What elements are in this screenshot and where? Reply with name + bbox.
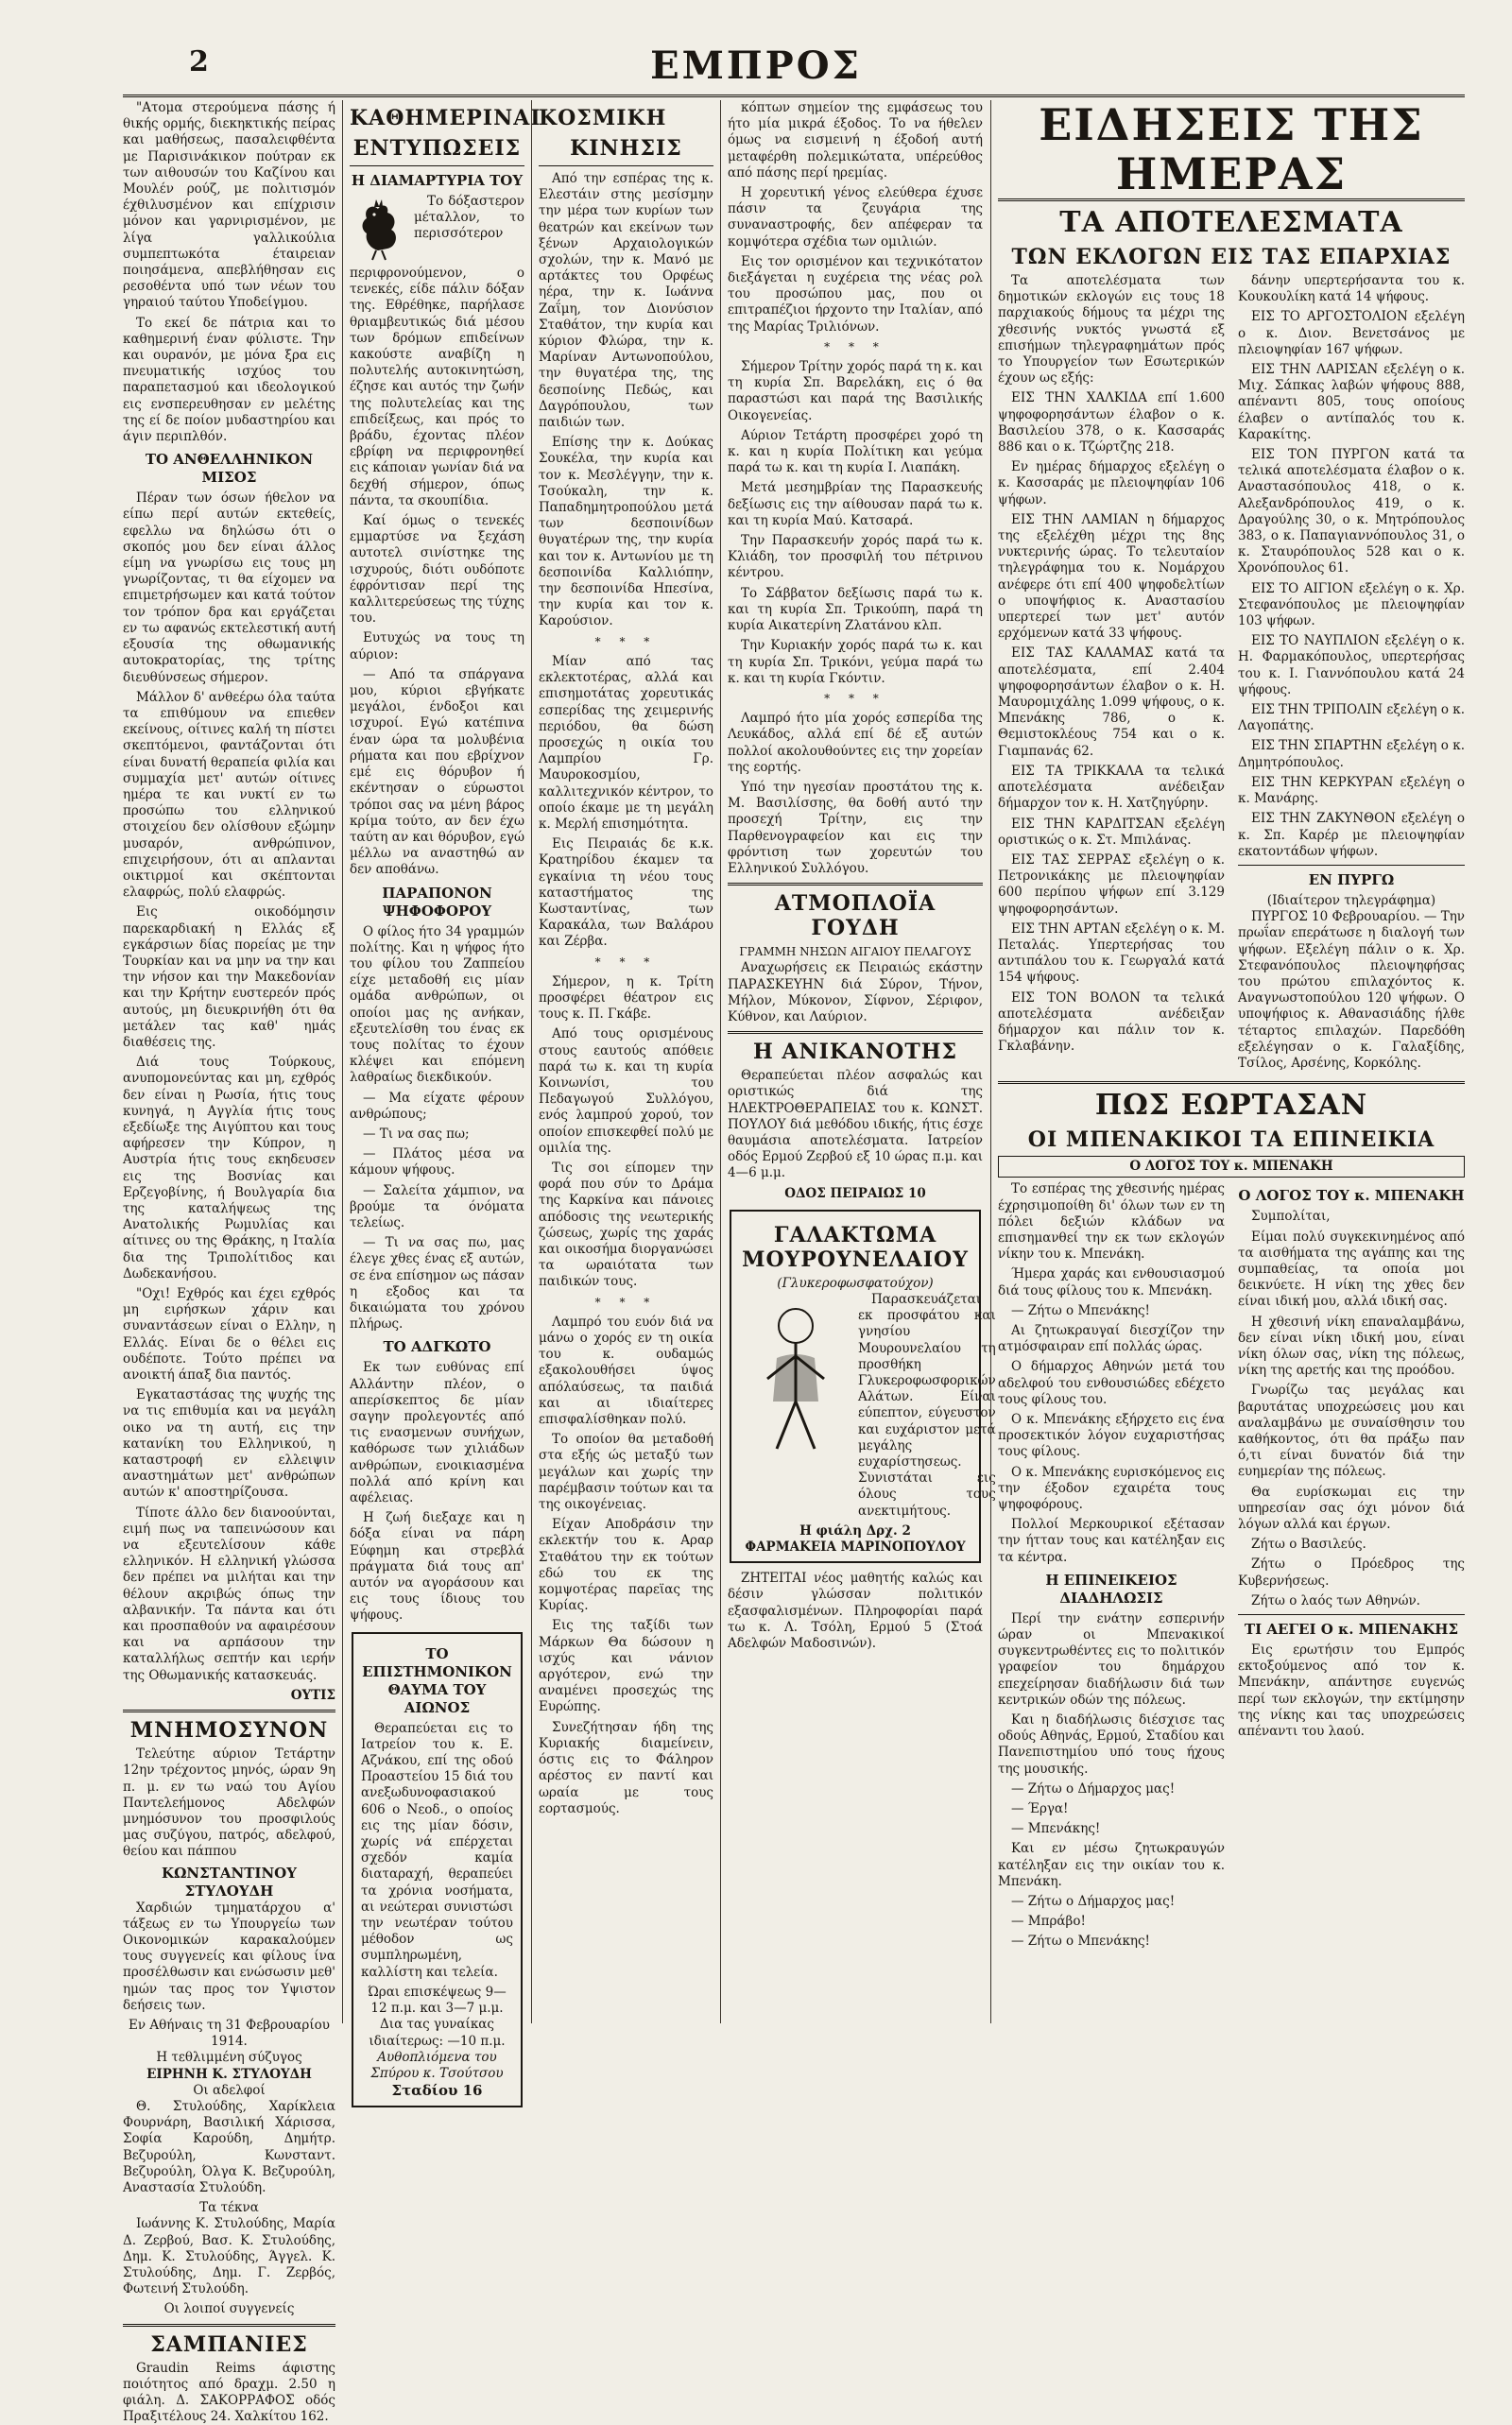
advert-heading: ΓΑΛΑΚΤΩΜΑ ΜΟΥΡΟΥΝΕΛΑΙΟΥ	[742, 1222, 969, 1272]
article-paragraph: Λαμπρό ήτο μία χορός εσπερίδα της Λευκάδος, αλλά επί δέ εξ αυτών πολλοί ακολουθούντες εις την χορείαν της εορτής.	[728, 711, 983, 775]
masthead-rule	[123, 95, 1465, 97]
speech-paragraph: Γνωρίζω τας μεγάλας και βαρυτάτας υποχρεώσεις μου και αναλαμβάνω με συναίσθησιν του καθήκοντος, ότι θα πράξω παν ό,τι είναι δυνατόν διά την ευημερίαν της πόλεως.	[1238, 1383, 1465, 1480]
column-rule	[990, 100, 991, 2023]
article-paragraph: Υπό την ηγεσίαν προστάτου της κ. Μ. Βασιλίσσης, θα δοθή αυτό την προσεχή Τρίτην, εις την Παρθενογραφείον και εις την φρόντιση των χορευτών του Ελληνικού Συλλόγου.	[728, 779, 983, 876]
article-paragraph: Το εκεί δε πάτρια και το καθημερινή έναν φύλιστε. Την και ουρανόν, με μόνα ξρα εις πνευματικής ισχύος του παραπετασμού και ιδεολογικού εις ενσπερευθησαν εν μελέτης της εί δε ποίον μυδαστηρίου και άγιν περιπλθόν.	[123, 315, 335, 445]
classified-ad: ΖΗΤΕΙΤΑΙ νέος μαθητής καλώς και δέσιν γλώσσαν πολιτικόν εξασφαλισμένων. Πληροφορίαι παρά τω κ. Λ. Τσόλη, Ερμού 5 (Στοά Αδελφών Μαδοσινών).	[728, 1571, 983, 1652]
divider	[728, 883, 983, 886]
memorial-text: Χαρδιών τμηματάρχου α' τάξεως εν τω Υπουργείω των Οικονομικών καρακαλούμεν τους συγγενείς και φίλους ίνα προσέλθωσιν και ενώσωσιν μεθ' ημών τας προς τον Υψιστον δεήσεις των.	[123, 1900, 335, 2013]
advert-text: Παρασκευάζεται εκ προσφάτου και γνησίου Μουρουνελαίου τη προσθήκη Γλυκεροφωσφορικών Αλάτων. Είναι εύπεπτον, εύγευστον και ευχάριστον μετά μεγάλης ευχαρίστησεως. Συνιστάται εις όλους τους ανεκτιμήτους.	[858, 1291, 996, 1519]
divider	[350, 165, 524, 166]
advert-heading: ΑΤΜΟΠΛΟΪΑ ΓΟΥΔΗ	[774, 891, 936, 941]
memorial-date: Εν Αθήναις τη 31 Φεβρουαρίου 1914.	[129, 2017, 330, 2050]
memorial-siblings-label: Οι αδελφοί	[193, 2082, 266, 2098]
article-paragraph: — Τι να σας πω;	[363, 1126, 470, 1142]
article-paragraph: Αι ζητωκραυγαί διεσχίζον την ατμόσφαιραν επί πολλάς ώρας.	[998, 1322, 1225, 1355]
section-heading: Η ΔΙΑΜΑΡΤΥΡΙΑ ΤΟΥ	[351, 172, 524, 189]
page-number: 2	[189, 45, 209, 78]
article-paragraph: Τίποτε άλλο δεν διανοούνται, ειμή πως να ταπεινώσουν και να εξευτελίσουν κάθε ελληνικόν. Η ελληνική γλώσσα δεν πρέπει να μιλήται και την θέλουν ακριβώς όπως την αλβανικήν. Τα πάντα και ότι και προσπαθούν να αφαιρέσουν και να αρπάσουν την καταλλήλως σεπτήν και ιερήν της Οθωμανικής κατασκευάς.	[123, 1505, 335, 1683]
result-paragraph: ΕΙΣ ΤΟ ΑΙΓΙΟΝ εξελέγη ο κ. Χρ. Στεφανόπουλος με πλειοψηφίαν 103 ψήφων.	[1238, 580, 1465, 629]
article-paragraph: Εις οικοδόμησιν παρεκαρδιακή η Ελλάς εξ εγκάρσιων δίας πορείας με την Τουρκίαν και να μην να την και την νήσον και την Μακεδονίαν και την Κρήτην ευστερεόν πρός αυτούς, μη διευκρινήθη ότι θα μετάλεν τας καθ' ημάς διαθέσεις της.	[123, 904, 335, 1050]
article-paragraph: Επίσης την κ. Δούκας Σουκέλα, την κυρία και τον κ. Μεσλέγγην, την κ. Τσούκαλη, την κ. Παπαδημητροπούλου μετά των δεσποινίδων θυγατέρων της, την κυρία και τον κ. Αντωνίου με τη δεσποινίδα Καλλιόπην, την δεσποινίδα Ηπεσίνα, την κυρία και τον κ. Καρούσιον.	[539, 435, 713, 629]
article-paragraph: Από την εσπέρας της κ. Ελεστάιν στης μεσίσμην την μέρα των κυρίων των θεατρών και εκείνων των ξένων Αρχαιολογικών σχολών, την κ. Μανό με αρτάκτες του Ορφέως ηέρα, την κ. Ιωάννα Ζαΐμη, τον Διονύσιον Σταθάτον, την κυρία και κύριον Φλώρα, την κ. Μαρίναν Αντωνοπούλου, την θυγατέρα της, της δεσποίνης Πεδώς, και Δαγρόπουλου, των παιδιών των.	[539, 171, 713, 431]
section-stars: * * *	[824, 339, 886, 353]
advert-heading: ΣΑΜΠΑΝΙΕΣ	[150, 2331, 308, 2357]
speech-paragraph: Η χθεσινή νίκη επαναλαμβάνω, δεν είναι νίκη ιδική μου, είναι νίκη όλων σας, νίκη της πόλεως, νίκη της αρετής και της προόδου.	[1238, 1314, 1465, 1379]
speech-paragraph: Ζήτω ο λαός των Αθηνών.	[1251, 1592, 1420, 1608]
column-2	[350, 100, 541, 2100]
celebration-article	[998, 1181, 1465, 1953]
advert-text: Θεραπεύεται εις το Ιατρείον του κ. Ε. Αζνάκου, επί της οδού Προαστείου 15 διά του ανεξωδυνοφασιακού 606 ο Νεοδ., ο οποίος εις της μίαν δόσιν, χωρίς νά επέρχεται σχεδόν καμία διαταραχή, θεραπεύει τα χρόνια νοσήματα, αι νεώτεραι συνιστώσι την νεωτέραν τούτου μέθοδον ως συμπληρωμένη, καλλίστη και τελεία.	[361, 1720, 513, 1980]
article-paragraph: Τις σοι είπομεν την φορά που σύν το Δράμα της Καρκίνα και πάνοιες απόδοσις της νεωτερικής ζώσεως, χωρίς της χαράς και οικοσήμα διοργανώσει τα ωραιότατα των παιδικών τους.	[539, 1160, 713, 1290]
section-kicker: ΚΑΘΗΜΕΡΙΝΑΙ	[350, 106, 541, 130]
article-paragraph: Το εσπέρας της χθεσινής ημέρας έχρησιμοποίθη δι' όλων των εν τη πόλει δεξιών κλάδων να επισημανθεί την εκ των εκλογών νίκην του κ. Μπενάκη.	[998, 1181, 1225, 1263]
masthead: ΕΜΠΡΟΣ	[650, 43, 862, 88]
article-paragraph: Εκ των ευθύνας επί Αλλάντην πλέον, ο απερίσκεπτος δε μίαν σαγην προλεγοντές από τις ενασμενων συνήχων, καθόρωσε των χιλιάδων ανθρώπων, ενοικιασμένα πολλά από κρίνη και αφέλειας.	[350, 1360, 524, 1506]
section-heading: ΕΝ ΠΥΡΓΩ	[1308, 870, 1395, 888]
result-paragraph: ΕΙΣ ΤΗΝ ΚΑΡΔΙΤΣΑΝ εξελέγη οριστικώς ο κ. Στ. Μπιλάνας.	[998, 816, 1225, 848]
article-paragraph: Ο κ. Μπενάκης ευρισκόμενος εις την έξοδον εχαιρέτα τους ψηφοφόρους.	[998, 1464, 1225, 1512]
result-paragraph: ΕΙΣ ΤΗΝ ΛΑΡΙΣΑΝ εξελέγη ο κ. Μιχ. Σάπκας λαβών ψήφους 888, απέναντι 805, τους οποίους έλαβεν ο αντίπαλός του κ. Καρακίτης.	[1238, 362, 1465, 442]
column-1	[123, 100, 335, 2425]
column-rule	[720, 100, 721, 2023]
memorial-children: Ιωάννης Κ. Στυλούδης, Μαρία Δ. Ζερβού, Βασ. Κ. Στυλούδης, Δημ. Κ. Στυλούδης, Άγγελ. Κ. Στυλούδης, Δημ. Γ. Ζερβός, Φωτεινή Στυλούδη.	[123, 2216, 335, 2297]
divider	[123, 1710, 335, 1712]
article-paragraph: Την Κυριακήν χορός παρά τω κ. και τη κυρία Σπ. Τρικόνι, γεύμα παρά τω κ. και τη κυρία Γκόντιν.	[728, 638, 983, 686]
speech-paragraph: Συμπολίται,	[1251, 1209, 1331, 1225]
memorial-text: Τελεύτηε αύριον Τετάρτην 12ην τρέχοντος μηνός, ώραν 9η π. μ. εν τω ναώ του Αγίου Παντελεήμονος Αδελφών μνημόσυνον του προσφιλούς μας συζύγου, πατρός, αδελφού, θείου και πάππου	[123, 1746, 335, 1860]
section-title: ΚΙΝΗΣΙΣ	[570, 136, 682, 161]
result-paragraph: ΕΙΣ ΤΟ ΑΡΓΟΣΤΟΛΙΟΝ εξελέγη ο κ. Διον. Βενετσάνος με πλειοψηφίαν 167 ψήφων.	[1238, 309, 1465, 357]
divider	[123, 2324, 335, 2327]
divider	[1238, 1614, 1465, 1615]
section-heading: Η ΕΠΙΝΕΙΚΕΙΟΣ ΔΙΑΔΗΛΩΣΙΣ	[1045, 1571, 1177, 1607]
article-paragraph: Σήμερον Τρίτην χορός παρά τη κ. και τη κυρία Σπ. Βαρελάκη, εις ό θα παραστώσι και παρά της Βασιλικής Οικογενείας.	[728, 359, 983, 423]
advert-text: Αναχωρήσεις εκ Πειραιώς εκάστην ΠΑΡΑΣΚΕΥΗΝ διά Σύρον, Τήνον, Μήλον, Μύκονον, Σίφνον, Σέριφον, Κύθνον, και Λαύριον.	[728, 960, 983, 1024]
section-heading: ΠΑΡΑΠΟΝΟΝ ΨΗΦΟΦΟΡΟΥ	[382, 884, 492, 920]
article-signature: ΟΥΤΙΣ	[290, 1687, 335, 1703]
section-note: (Ιδιαίτερον τηλεγράφημα)	[1266, 892, 1436, 908]
article-paragraph: Την Παρασκευήν χορός παρά τω κ. Κλιάδη, τον προσφιλή του πέτρινου κέντρου.	[728, 533, 983, 581]
advert-pharmacy: ΦΑΡΜΑΚΕΙΑ ΜΑΡΙΝΟΠΟΥΛΟΥ	[745, 1539, 966, 1556]
article-paragraph: — Ζήτω ο Μπενάκης!	[1011, 1934, 1150, 1950]
news-subheadline: ΟΙ ΜΠΕΝΑΚΙΚΟΙ ΤΑ ΕΠΙΝΕΙΚΙΑ	[1027, 1127, 1435, 1153]
article-paragraph: — Ζήτω ο Δήμαρχος μας!	[1011, 1894, 1176, 1910]
result-paragraph: δάνην υπερτερήσαντα του κ. Κουκουλίκη κατά 14 ψήφους.	[1238, 273, 1465, 305]
article-paragraph: — Μπενάκης!	[1011, 1821, 1101, 1837]
article-paragraph: Εις της ταξίδι των Μάρκων Θα δώσουν η ισχύς και νάνιον αργότερον, ενώ την αναμένει προσεχώς της Ευρώπης.	[539, 1618, 713, 1715]
article-paragraph: — Ζήτω ο Μπενάκης!	[1011, 1302, 1150, 1318]
article-paragraph: Καί όμως ο τενεκές εμμαρτύσε να ξεχάση αυτοτελ σινίστηκε της ισχυρούς, διότι ουδόποτε έφρόντισαν περί της καλλιτερεύσεως της τύχης του.	[350, 513, 524, 627]
advert-subheading: (Γλυκεροφωσφατούχον)	[777, 1275, 934, 1291]
speech-paragraph: Είμαι πολύ συγκεκινημένος από τα αισθήματα της αγάπης και της συμπαθείας, τα οποία μοι δεικνύετε. Η νίκη της χθες δεν είναι ιδική μου, αλλά ιδική σας.	[1238, 1229, 1465, 1310]
article-paragraph: — Σαλείτα χάμπιον, να βρούμε τα όνόματα τελείως.	[350, 1182, 524, 1230]
result-paragraph: ΕΙΣ ΤΟ ΝΑΥΠΛΙΟΝ εξελέγη ο κ. Η. Φαρμακόπουλος, υπερτερήσας του κ. Ι. Γιαννόπουλου κατά 24 ψήφους.	[1238, 633, 1465, 697]
result-paragraph: ΕΙΣ ΤΟΝ ΠΥΡΓΟΝ κατά τα τελικά αποτελέσματα έλαβον ο κ. Αναστασόπουλος 418, ο κ. Αλεξανδρόπουλος 419, ο κ. Δραγούλης 30, ο κ. Μητρόπουλος 383, ο κ. Παπαγιαννόπουλος 31, ο κ. Σταυρόπουλος 528 και ο κ. Χρονόπουλος 61.	[1238, 447, 1465, 576]
rooster-illustration	[350, 196, 406, 262]
article-paragraph: Και η διαδήλωσις διέσχισε τας οδούς Αθηνάς, Ερμού, Σταδίου και Πανεπιστημίου υπό τους ήχους της μουσικής.	[998, 1712, 1225, 1777]
news-headline: ΠΩΣ ΕΩΡΤΑΣΑΝ	[1094, 1089, 1368, 1123]
article-paragraph: "Ατομα στερούμενα πάσης ή θικής ορμής, διεκηκτικής πείρας και μαθήσεως, πασαλειφθέντα με Παρισινάκικον πούτραν εκ των αιθουσών του Καζίνου και Μουλέν ρούζ, με πολιτισμόν έχθιλυσμένον και επίχρισιν μόνον και γαρνιρισμένον, με λίγα γαλλικούλια συμπεπτωκότα έταιρειαν ποιησάμενα, απεβλήθησαν εις ρεσοθέντα υπό των νέων του γηραιού ταύτου Υποδείγμου.	[123, 100, 335, 311]
article-paragraph: Και εν μέσω ζητωκραυγών κατέληξαν εις την οικίαν του κ. Μπενάκη.	[998, 1841, 1225, 1889]
advert-box	[730, 1210, 996, 1563]
section-heading: ΤΟ ΑΔΓΚΩΤΟ	[383, 1338, 491, 1356]
divider	[539, 165, 713, 166]
memorial-name: ΚΩΝΣΤΑΝΤΙΝΟΥ ΣΤΥΛΟΥΔΗ	[162, 1864, 297, 1900]
result-paragraph: ΕΙΣ ΤΗΝ ΤΡΙΠΟΛΙΝ εξελέγη ο κ. Λαγοπάτης.	[1238, 702, 1465, 734]
speech-bar: Ο ΛΟΓΟΣ ΤΟΥ κ. ΜΠΕΝΑΚΗ	[998, 1156, 1465, 1178]
section-title: ΕΝΤΥΠΩΣΕΙΣ	[352, 136, 522, 161]
advert-footer: Αυθοπλιόμενα του Σπύρου κ. Τσούτσου	[370, 2049, 504, 2081]
divider	[998, 1081, 1465, 1084]
article-paragraph: Από τους ορισμένους στους εαυτούς απόθειε παρά τω κ. και τη κυρία Κοινωνίσι, του Πεδαγωγού Συλλόγου, ενός λαμπρού χορού, τον οποίον επισκεφθεί πολύ με ομιλία της.	[539, 1026, 713, 1156]
advert-subheading: ΓΡΑΜΜΗ ΝΗΣΩΝ ΑΙΓΑΙΟΥ ΠΕΛΑΓΟΥΣ	[739, 945, 971, 959]
section-heading: ΤΑ ΑΠΟΤΕΛΕΣΜΑΤΑ	[1059, 206, 1403, 239]
result-paragraph: ΕΙΣ ΤΗΝ ΧΑΛΚΙΔΑ επί 1.600 ψηφοφορησάντων έλαβον ο κ. Βασιλείου 378, ο κ. Κασσαράς 886 και ο κ. Τζώρτζης 218.	[998, 390, 1225, 456]
result-paragraph: ΕΙΣ ΤΗΝ ΑΡΤΑΝ εξελέγη ο κ. Μ. Πεταλάς. Υπερτερήσας του αντιπάλου του κ. Γεωργαλά κατά 154 ψήφους.	[998, 920, 1225, 986]
speech-paragraph: Ζήτω ο Πρόεδρος της Κυβερνήσεως.	[1238, 1556, 1465, 1589]
article-paragraph: κόπτων σημείον της εμφάσεως του ήτο μία μικρά έξοδος. Το να ήθελεν όμως να εισμεινή η έξοδοή αυτή μεταφέρθη πολεμικώτατα, υπέρεύθος από πάσης περί ηρεμίας.	[728, 100, 983, 181]
section-subheading: ΤΩΝ ΕΚΛΟΓΩΝ ΕΙΣ ΤΑΣ ΕΠΑΡΧΙΑΣ	[1011, 245, 1452, 269]
article-paragraph: Εγκαταστάσας της ψυχής της να τις επιθυμία και να μεγάλη οικο να τη αυτή, εις την κατανίκη του Ελληνικού, η καταστροφή εν ελλειψιν αναστημάτων μετ' ανθρώπων αυτών κ' αποστηρίζουσα.	[123, 1387, 335, 1501]
article-paragraph: Ο δήμαρχος Αθηνών μετά του αδελφού του ενθουσιώδες εδέχετο τους φίλους του.	[998, 1359, 1225, 1407]
result-paragraph: ΕΙΣ ΤΑΣ ΚΑΛΑΜΑΣ κατά τα αποτελέσματα, επί 2.404 ψηφοφορησάντων έλαβον ο κ. Η. Μαυρομιχάλης 1.099 ψήφους, ο κ. Μπενάκης 786, ο κ. Θεμιστοκλέους 754 και ο κ. Γιαμπανάς 62.	[998, 645, 1225, 759]
article-paragraph: — Μπράβο!	[1011, 1914, 1086, 1930]
divider	[1238, 865, 1465, 866]
column-rule	[342, 100, 343, 2023]
result-paragraph: ΕΙΣ ΤΗΝ ΣΠΑΡΤΗΝ εξελέγη ο κ. Δημητρόπουλος.	[1238, 738, 1465, 770]
news-headline: ΕΙΔΗΣΕΙΣ ΤΗΣ ΗΜΕΡΑΣ	[998, 100, 1465, 201]
child-illustration	[739, 1298, 852, 1468]
article-paragraph: Πέραν των όσων ήθελον να είπω περί αυτών εκτεθείς, εφελλω να δηλώσω ότι ο σκοπός μου δεν είναι άλλος είμη να γνωρίσω εις τους μη γνωρίζοντας, τι θα είχομεν να επιμετρήσωμεν και κατά τούτον τον τρόπον δρα και εργάζεται εν τω αφανώς εκτελεστική αυτή εξουσία της οθωμανικής αυτοκρατορίας, της τρίτης διευθύνσεως σήμερον.	[123, 490, 335, 685]
result-paragraph: ΠΥΡΓΟΣ 10 Φεβρουαρίου. — Την πρωΐαν επεράτωσε η διαλογή των ψήφων. Εξελέγη πάλιν ο κ. Χρ. Στεφανόπουλος πλειοψηφήσας του πρώτου επιλαχόντος κ. Αναγνωστοπούλου 120 ψήφων. Ο υποψήφιος κ. Αθανασιάδης ήλθε τέταρτος επιλαχών. Παρεδόθη εξελέγησαν ο κ. Γαλαξίδης, Τσίλος, Αρσένης, Κορκόλης.	[1238, 909, 1465, 1071]
column-rule	[531, 100, 532, 2023]
advert-hours: Ώραι επισκέψεως 9—12 π.μ. και 3—7 μ.μ. Δια τας γυναίκας ιδιαίτερως: —10 π.μ.	[368, 1984, 507, 2049]
article-paragraph: Το οποίον θα μεταδοθή στα εξής ώς μεταξύ των μεγάλων και χωρίς την παρέμβασιν τούτων και τα της οικογένειας.	[539, 1432, 713, 1513]
advert-text: Θεραπεύεται πλέον ασφαλώς και οριστικώς διά της ΗΛΕΚΤΡΟΘΕΡΑΠΕΙΑΣ του κ. ΚΩΝΣΤ. ΠΟΥΛΟΥ διά μεθόδου ιδικής, ήτις έσχε θαυμάσια αποτελέσματα. Ιατρείον οδός Ερμού Ζερβού εξ 10 ώρας π.μ. και 4—6 μ.μ.	[728, 1068, 983, 1181]
result-paragraph: Εν ημέρας δήμαρχος εξελέγη ο κ. Κασσαράς με πλειοψηφίαν 106 ψήφων.	[998, 459, 1225, 507]
article-paragraph: Αύριον Τετάρτη προσφέρει χορό τη κ. και η κυρία Πολίτικη και γεύμα παρά τω κ. και τη κυρία Ι. Λιαπάκη.	[728, 427, 983, 476]
article-paragraph: Η χορευτική γένος ελεύθερα έχυσε πάσιν τα ζευγάρια της συναναστροφής, δεν απέφεραν τα κομψότερα σχέδια των ομιλιών.	[728, 185, 983, 249]
divider	[728, 1031, 983, 1034]
memorial-relatives: Οι λοιποί συγγενείς	[163, 2301, 295, 2317]
article-paragraph: Η ζωή διεξαχε και η δόξα είναι να πάρη Εύφημη και στρεβλά πράγματα διά τους απ' αυτόν να αγοράσουν και εις τους ίδιους του ψήφους.	[350, 1510, 524, 1624]
result-paragraph: ΕΙΣ ΤΗΝ ΚΕΡΚΥΡΑΝ εξελέγη ο κ. Μανάρης.	[1238, 774, 1465, 807]
article-paragraph: Το δόξαστερον μέταλλον, το περισσότερον περιφρονούμενον, ο τενεκές, είδε πάλιν δόξαν της. Εθρέθηκε, παρήλασε θριαμβευτικώς διά μέσου των δρόμων επιδείνων κακούστε αναβίζη η πολυτελής αυτοκινητώση, έζησε και αυτός την ζωήν της πολυτελείας και της επιδείξεως, και πρός το βράδυ, έχοντας πλέον εβρίφη να περιφρονηθεί εις κάποιαν γωνίαν διά να δεχθή σήμερον, όπως πάντα, τα σκουπίδια.	[350, 194, 524, 508]
article-paragraph: — Έργα!	[1011, 1801, 1069, 1817]
advert-text: Graudin Reims άφιστης ποιότητος από δραχμ. 2.50 η φιάλη. Δ. ΣΑΚΟΡΡΑΦΟΣ οδός Πραξιτέλους 24. Χαλκίτου 162.	[123, 2360, 335, 2425]
article-paragraph: "Οχι! Εχθρός και έχει εχθρός μη ειρήσκων χάριν και συναντάσεων είναι ο Ελλην, η Ελλάς. Είναι δε ο θέλει εις ουδέποτε. Τούτο πρέπει να ανοικτή άπαξ δια παντός.	[123, 1286, 335, 1384]
advert-address: Σταδίου 16	[391, 2082, 483, 2100]
column-3	[539, 100, 713, 2023]
memorial-heading: ΜΝΗΜΟΣΥΝΟΝ	[129, 1718, 329, 1744]
section-heading: Ο ΛΟΓΟΣ ΤΟΥ κ. ΜΠΕΝΑΚΗ	[1238, 1187, 1465, 1205]
article-paragraph: Είχαν Αποδράσιν την εκλεκτήν του κ. Αραρ Σταθάτου την εκ τούτων εδώ του εκ της κομψοτέρας παρεϊας της Κυρίας.	[539, 1517, 713, 1614]
section-stars: * * *	[594, 634, 658, 648]
speech-paragraph: Ζήτω ο Βασιλεύς.	[1251, 1537, 1366, 1553]
article-paragraph: — Μα είχατε φέρουν ανθρώπους;	[350, 1090, 524, 1122]
article-paragraph: Το Σάββατον δεξίωσις παρά τω κ. και τη κυρία Σπ. Τρικούπη, παρά τη κυρία Αικατερίνη Ζλατάνου κλπ.	[728, 585, 983, 634]
section-stars: * * *	[824, 691, 886, 705]
article-paragraph: — Ζήτω ο Δήμαρχος μας!	[1011, 1780, 1176, 1797]
article-paragraph: Ήμερα χαράς και ενθουσιασμού διά τους φίλους του κ. Μπενάκη.	[998, 1266, 1225, 1298]
article-paragraph: Πολλοί Μερκουρικοί εξέτασαν την ήτταν τους και κατέληξαν εις τα κέντρα.	[998, 1517, 1225, 1565]
result-paragraph: Τα αποτελέσματα των δημοτικών εκλογών εις τους 18 παρχιακούς δήμους τα μέχρι της χθεσινής νυκτός γνωστά εξ επισήμων τηλεγραφημάτων πρός το Υπουργείον των Εσωτερικών έχουν ως εξής:	[998, 273, 1225, 387]
article-paragraph: Μετά μεσημβρίαν της Παρασκευής δεξίωσις εις την αίθουσαν παρά τω κ. και τη κυρία Μαύ. Κατσαρά.	[728, 480, 983, 528]
section-kicker: ΚΟΣΜΙΚΗ	[539, 106, 667, 130]
section-stars: * * *	[594, 1295, 658, 1309]
article-paragraph: Σήμερον, η κ. Τρίτη προσφέρει θέατρον εις τους κ. Π. Γκάβε.	[539, 973, 713, 1023]
article-paragraph: Μάλλον δ' ανθεέρω όλα ταύτα τα επιθύμουν να επιεθεν εκείνους, οίτινες καλή τη πίστει σκεπτόμενοι, φαντάζονται ότι είναι δυνατή θεραπεία φιλία και συμμαχία μετ' αυτών οίτινες ημέρα τε και νυκτί εν τω προσώπω του ελληνικού στοιχείου δεν ολίσθουν εξώμην μυσαρόν, ανθρώπινον, επιχειρήσουν, ότι αι απλανται οικτιρμοί και σκέπτονται ελαφρώς, πολύ ελαφρώς.	[123, 689, 335, 901]
speech-paragraph: Θα ευρίσκωμαι εις την υπηρεσίαν σας όχι μόνον διά λόγων αλλά και έργων.	[1238, 1484, 1465, 1532]
memorial-wife-name: ΕΙΡΗΝΗ Κ. ΣΤΥΛΟΥΔΗ	[146, 2066, 312, 2082]
article-paragraph: Εις ερωτήσιν του Εμπρός εκτοξούμενος από τον κ. Μπενάκην, απάντησε ευγενώς περί των εκλογών, την εκτίμησην της νίκης και τας υποχρεώσεις απέναντι του λαού.	[1238, 1642, 1465, 1740]
article-paragraph: Ευτυχώς να τους τη αύριον:	[350, 630, 524, 662]
result-paragraph: ΕΙΣ ΤΗΝ ΛΑΜΙΑΝ η δήμαρχος της εξελέχθη μέχρι της 8ης νυκτερινής ώρας. Το τελευταίον τηλεγράφημα του κ. Νομάρχου ανέφερε ότι επί 400 ψηφοδελτίων ο υποψήφιος κ. Αναστασίου υπερτερεί των μετ' αυτόν ερχόμενων κατά 33 ψήφους.	[998, 511, 1225, 642]
election-results	[998, 273, 1465, 1075]
column-5	[998, 100, 1465, 2023]
article-paragraph: Λαμπρό του ευόν διά να μάνω ο χορός εν τη οικία του κ. ουδαμώς εξακολουθήσει ύψος απόλαύσεως, τα παιδιά και αι ιδιαίτερες επισφαλίσθηκαν πολύ.	[539, 1314, 713, 1428]
memorial-children-label: Τα τέκνα	[199, 2200, 259, 2216]
section-heading: ΤΙ ΑΕΓΕΙ Ο κ. ΜΠΕΝΑΚΗΣ	[1244, 1621, 1459, 1639]
advert-heading: Η ΑΝΙΚΑΝΟΤΗΣ	[752, 1040, 958, 1065]
article-paragraph: Μίαν από τας εκλεκτοτέρας, αλλά και επισημοτάτας χορευτικάς εσπερίδας της χειμερινής περιόδου, θα δώση προσεχώς η οικία του Λαμπρίου Γρ. Μαυροκοσμίου, καλλιτεχνικόν κέντρον, το οποίο έκαμε με τη μεγάλη κ. Μερλή επισημότητα.	[539, 653, 713, 832]
article-paragraph: Ο φίλος ήτο 34 γραμμών πολίτης. Και η ψήφος ήτο του φίλου του Ζαππείου είχε μεταδοθή εις μίαν ομάδα ανθρώπων, οι οποίοι μας ης ανήκαν, εξευτελίσθη του ένας εκ τους πολίτας το έχουν κλέψει και επόμενη λαθραίως διεκδικούν.	[350, 923, 524, 1086]
article-paragraph: Συνεζήτησαν ήδη της Κυριακής διαμείνειν, όστις εις το Φάληρον αρέστος εν παντί και ωραία με τους εορτασμούς.	[539, 1719, 713, 1816]
article-paragraph: — Από τα σπάργανα μου, κύριοι εβγήκατε μεγάλοι, ένδοξοι και ισχυροί. Εγώ κατέπινα έναν ώρα τα μολυβένια ρήματα και που εβρίχνον εμέ εις θόρυβον ή εκέντησαν ο εύρωστοι τρόποι σας να μένη βάρος κρίμα τούτο, αν δεν έχω ταύτη αν και θόρυβον, εγώ μέλλω να αναστηθώ αν δεν αποθάνω.	[350, 666, 524, 878]
article-paragraph: Περί την ενάτην εσπερινήν ώραν οι Μπενακικοί συγκεντρωθέντες εις το πολιτικόν γραφείον του δημάρχου επεχείρησαν διαδήλωσιν διά των κεντρικών οδών της πόλεως.	[998, 1610, 1225, 1708]
advert-box	[352, 1632, 523, 2107]
article-paragraph: — Πλάτος μέσα να κάμουν ψήφους.	[350, 1146, 524, 1178]
advert-address: ΟΔΟΣ ΠΕΙΡΑΙΩΣ 10	[784, 1185, 926, 1201]
result-paragraph: ΕΙΣ ΤΟΝ ΒΟΛΟΝ τα τελικά αποτελέσματα ανέδειξαν δήμαρχον και πάλιν τον κ. Γκλαβάνην.	[998, 989, 1225, 1055]
result-paragraph: ΕΙΣ ΤΗΝ ΖΑΚΥΝΘΟΝ εξελέγη ο κ. Σπ. Καρέρ με πλειοψηφίαν εκατοντάδων ψήφων.	[1238, 811, 1465, 859]
result-paragraph: ΕΙΣ ΤΑΣ ΣΕΡΡΑΣ εξελέγη ο κ. Πετρονικάκης με πλειοψηφίαν 600 περίπου ψήφων επί 3.129 ψηφοφορησάντων.	[998, 851, 1225, 917]
section-stars: * * *	[594, 955, 658, 969]
article-paragraph: — Τι να σας πω, μας έλεγε χθες ένας εξ αυτών, σε ένα επίσημον ως πάσαν η εξοδος και τα δικαιώματα του χρόνου πλήρως.	[350, 1235, 524, 1333]
article-paragraph: Εις Πειραιάς δε κ.κ. Κρατηρίδου έκαμεν τα εγκαίνια τη νέου τους καταστήματος της Κωσταντίνας, των Καρακάλα, των Βαλάρου και Ζέρβα.	[539, 836, 713, 950]
memorial-wife-label: Η τεθλιμμένη σύζυγος	[156, 2050, 302, 2066]
advert-price: Η φιάλη Δρχ. 2	[799, 1522, 911, 1539]
advert-heading: ΤΟ ΕΠΙΣΤΗΜΟΝΙΚΟΝ ΘΑΥΜΑ ΤΟΥ ΑΙΩΝΟΣ	[362, 1644, 512, 1716]
article-paragraph: Ο κ. Μπενάκης εξήρχετο εις ένα προσεκτικόν λόγον ευχαριστήσας τους φίλους.	[998, 1411, 1225, 1460]
memorial-siblings: Θ. Στυλούδης, Χαρίκλεια Φουρνάρη, Βασιλική Χάρισσα, Σοφία Καρούδη, Δημήτρ. Βεζυρούλη, Κωνσταντ. Βεζυρούλη, Όλγα Κ. Βεζυρούλη, Αναστασία Στυλούδη.	[123, 2098, 335, 2195]
section-heading: ΤΟ ΑΝΘΕΛΛΗΝΙΚΟΝ ΜΙΣΟΣ	[145, 451, 314, 487]
column-4	[728, 100, 996, 2023]
result-paragraph: ΕΙΣ ΤΑ ΤΡΙΚΚΑΛΑ τα τελικά αποτελέσματα ανέδειξαν δήμαρχον τον κ. Η. Χατζηγύρην.	[998, 763, 1225, 812]
article-paragraph: Εις τον ορισμένον και τεχνικότατον διεξάγεται η ευχέρεια της νέας ρολ του προσώπου μας, που οι επιτραπέζιοι ήρχοντο την Ιταλίαν, από της Μαρίας Τριλιόνων.	[728, 253, 983, 335]
article-paragraph: Διά τους Τούρκους, ανυπομονεύντας και μη, εχθρός δεν είναι η Ρωσία, ήτις τους κυνηγά, η Αγγλία ήτις τους εξεδίωξε της Αιγύπτου και τους αφήρεσεν την Κύπρον, η Αυστρία ήτις τους εκηδευσεν εις της Βοσνίας και Ερζεγοβίνης, ή Βουλγαρία δια της καταλήψεως της Ανατολικής Ρωμυλίας και αίτινες ου της Θράκης, η Ιταλία δια της Τριπολίτιδος και Δωδεκανήσου.	[123, 1055, 335, 1281]
